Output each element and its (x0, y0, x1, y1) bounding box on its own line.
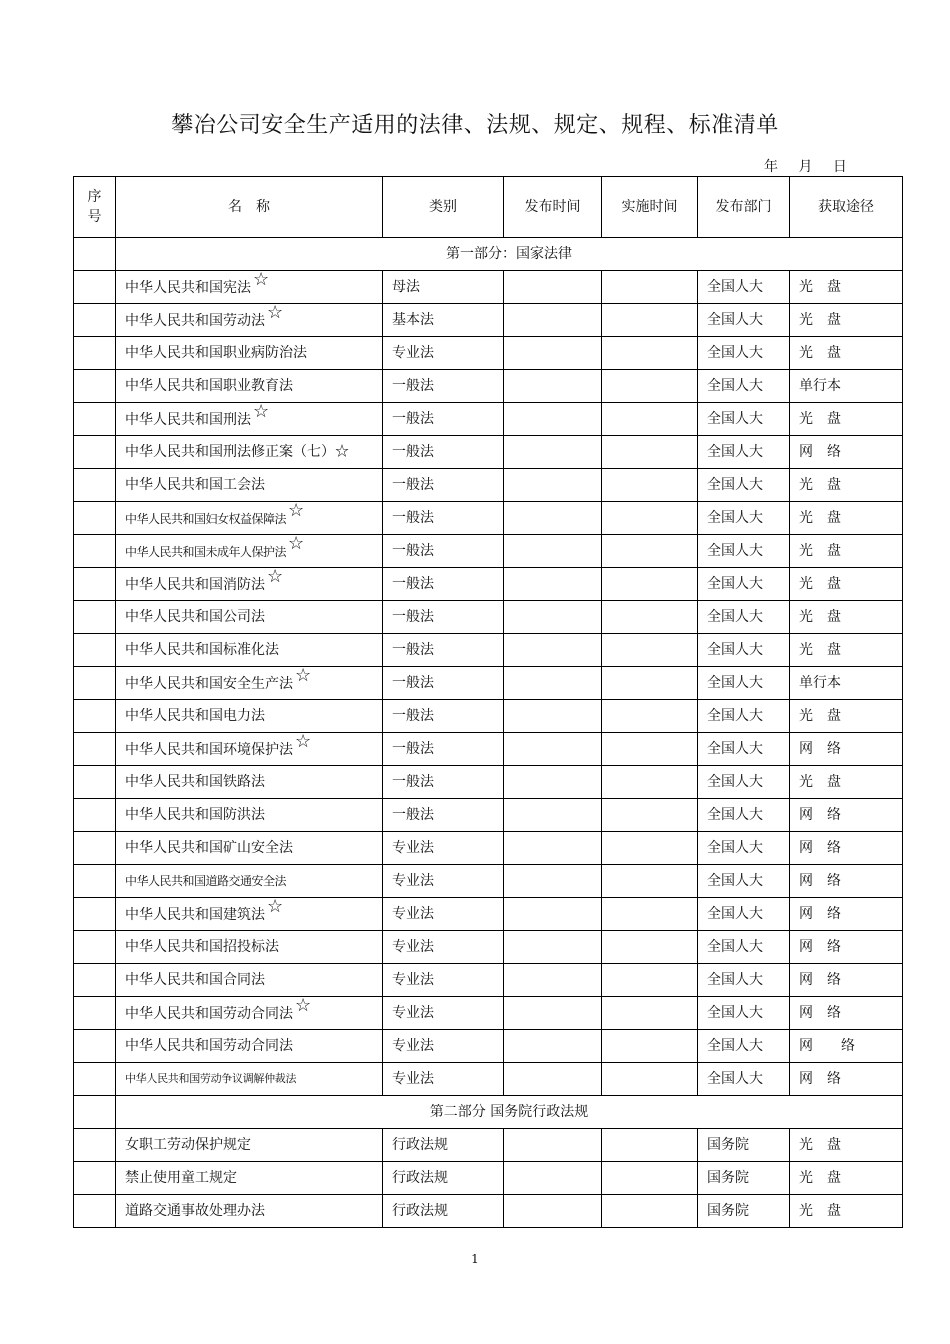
law-name: 中华人民共和国未成年人保护法 (125, 544, 287, 559)
category-cell: 基本法 (383, 304, 504, 337)
publish-date-cell (504, 1195, 602, 1228)
law-name-cell (116, 271, 383, 304)
source-cell: 网 络 (790, 733, 903, 766)
header-publish-date: 发布时间 (504, 177, 602, 238)
law-name-cell (116, 1129, 383, 1162)
law-name: 中华人民共和国妇女权益保障法 (125, 511, 287, 526)
publish-date-cell (504, 799, 602, 832)
star-icon: ☆ (267, 303, 284, 323)
law-name-cell (116, 568, 383, 601)
section-seq-cell (74, 238, 116, 271)
table-row (74, 634, 903, 667)
table-row (74, 1030, 903, 1063)
law-name: 中华人民共和国劳动合同法 (125, 1038, 293, 1054)
publish-date-cell (504, 997, 602, 1030)
law-name-cell (116, 700, 383, 733)
law-name-cell (116, 469, 383, 502)
law-name: 中华人民共和国劳动合同法 (125, 1005, 293, 1022)
table-row (74, 898, 903, 931)
source-cell: 单行本 (790, 370, 903, 403)
category-cell: 一般法 (383, 535, 504, 568)
effective-date-cell (602, 469, 698, 502)
seq-cell (74, 1162, 116, 1195)
source-cell: 光 盘 (790, 1162, 903, 1195)
effective-date-cell (602, 733, 698, 766)
source-cell: 网 络 (790, 1030, 903, 1063)
law-name: 中华人民共和国电力法 (125, 708, 265, 724)
effective-date-cell (602, 535, 698, 568)
category-cell: 专业法 (383, 865, 504, 898)
department-cell: 全国人大 (698, 700, 790, 733)
law-name-cell (116, 337, 383, 370)
seq-cell (74, 997, 116, 1030)
law-name: 中华人民共和国工会法 (125, 477, 265, 493)
star-icon: ☆ (295, 666, 312, 686)
source-cell: 光 盘 (790, 568, 903, 601)
header-department: 发布部门 (698, 177, 790, 238)
law-name-cell (116, 799, 383, 832)
law-name: 中华人民共和国合同法 (125, 972, 265, 988)
source-cell: 光 盘 (790, 634, 903, 667)
seq-cell (74, 370, 116, 403)
department-cell: 全国人大 (698, 469, 790, 502)
source-cell: 光 盘 (790, 1195, 903, 1228)
table-row (74, 997, 903, 1030)
seq-cell (74, 304, 116, 337)
effective-date-cell (602, 799, 698, 832)
section-row (74, 1096, 903, 1129)
source-cell: 网 络 (790, 997, 903, 1030)
publish-date-cell (504, 568, 602, 601)
seq-cell (74, 469, 116, 502)
seq-cell (74, 766, 116, 799)
table-row (74, 370, 903, 403)
table-row (74, 535, 903, 568)
table-row (74, 964, 903, 997)
law-name-cell (116, 403, 383, 436)
publish-date-cell (504, 436, 602, 469)
seq-cell (74, 403, 116, 436)
category-cell: 行政法规 (383, 1129, 504, 1162)
law-name: 中华人民共和国劳动争议调解仲裁法 (125, 1072, 297, 1085)
publish-date-cell (504, 931, 602, 964)
source-cell: 网 络 (790, 436, 903, 469)
seq-cell (74, 271, 116, 304)
publish-date-cell (504, 634, 602, 667)
law-name: 中华人民共和国矿山安全法 (125, 840, 293, 856)
effective-date-cell (602, 964, 698, 997)
header-effective-date: 实施时间 (602, 177, 698, 238)
table-row (74, 865, 903, 898)
department-cell: 全国人大 (698, 601, 790, 634)
department-cell: 全国人大 (698, 898, 790, 931)
effective-date-cell (602, 898, 698, 931)
seq-cell (74, 601, 116, 634)
publish-date-cell (504, 502, 602, 535)
department-cell: 全国人大 (698, 667, 790, 700)
law-name-cell (116, 601, 383, 634)
star-icon: ☆ (267, 567, 284, 587)
department-cell: 全国人大 (698, 403, 790, 436)
table-row (74, 1195, 903, 1228)
law-name: 中华人民共和国铁路法 (125, 774, 265, 790)
seq-cell (74, 799, 116, 832)
table-row (74, 733, 903, 766)
law-name: 中华人民共和国职业病防治法 (125, 345, 307, 361)
category-cell: 专业法 (383, 1063, 504, 1096)
law-name-cell (116, 634, 383, 667)
department-cell: 全国人大 (698, 271, 790, 304)
effective-date-cell (602, 634, 698, 667)
star-icon: ☆ (295, 732, 312, 752)
law-name: 禁止使用童工规定 (125, 1170, 237, 1186)
category-cell: 母法 (383, 271, 504, 304)
department-cell: 全国人大 (698, 634, 790, 667)
seq-cell (74, 634, 116, 667)
law-name: 中华人民共和国刑法修正案（七）☆ (125, 444, 349, 460)
law-name-cell (116, 733, 383, 766)
seq-cell (74, 832, 116, 865)
law-name-cell (116, 535, 383, 568)
source-cell: 光 盘 (790, 535, 903, 568)
seq-cell (74, 931, 116, 964)
source-cell: 网 络 (790, 799, 903, 832)
effective-date-cell (602, 337, 698, 370)
effective-date-cell (602, 271, 698, 304)
law-name-cell (116, 931, 383, 964)
star-icon: ☆ (295, 996, 312, 1016)
effective-date-cell (602, 304, 698, 337)
seq-cell (74, 700, 116, 733)
law-name: 中华人民共和国招投标法 (125, 939, 279, 955)
publish-date-cell (504, 667, 602, 700)
law-name-cell (116, 436, 383, 469)
law-name: 中华人民共和国职业教育法 (125, 378, 293, 394)
star-icon: ☆ (253, 270, 270, 290)
effective-date-cell (602, 832, 698, 865)
table-row (74, 271, 903, 304)
category-cell: 一般法 (383, 436, 504, 469)
publish-date-cell (504, 403, 602, 436)
seq-cell (74, 667, 116, 700)
law-name-cell (116, 502, 383, 535)
table-row (74, 469, 903, 502)
category-cell: 专业法 (383, 337, 504, 370)
department-cell: 全国人大 (698, 370, 790, 403)
effective-date-cell (602, 436, 698, 469)
source-cell: 光 盘 (790, 403, 903, 436)
department-cell: 全国人大 (698, 535, 790, 568)
seq-cell (74, 502, 116, 535)
publish-date-cell (504, 733, 602, 766)
department-cell: 全国人大 (698, 733, 790, 766)
law-name: 中华人民共和国劳动法 (125, 312, 265, 329)
department-cell: 全国人大 (698, 865, 790, 898)
law-name: 中华人民共和国宪法 (125, 279, 251, 296)
effective-date-cell (602, 667, 698, 700)
department-cell: 全国人大 (698, 832, 790, 865)
star-icon: ☆ (253, 402, 270, 422)
department-cell: 全国人大 (698, 964, 790, 997)
effective-date-cell (602, 1063, 698, 1096)
department-cell: 全国人大 (698, 502, 790, 535)
effective-date-cell (602, 1195, 698, 1228)
category-cell: 专业法 (383, 931, 504, 964)
seq-cell (74, 1129, 116, 1162)
category-cell: 一般法 (383, 634, 504, 667)
seq-cell (74, 337, 116, 370)
law-name-cell (116, 1030, 383, 1063)
law-name-cell (116, 766, 383, 799)
category-cell: 专业法 (383, 1030, 504, 1063)
table-row (74, 667, 903, 700)
publish-date-cell (504, 370, 602, 403)
category-cell: 一般法 (383, 469, 504, 502)
department-cell: 全国人大 (698, 997, 790, 1030)
seq-cell (74, 1063, 116, 1096)
effective-date-cell (602, 1162, 698, 1195)
seq-cell (74, 568, 116, 601)
seq-cell (74, 733, 116, 766)
table-row (74, 700, 903, 733)
department-cell: 全国人大 (698, 1063, 790, 1096)
document-title: 攀冶公司安全生产适用的法律、法规、规定、规程、标准清单 (171, 113, 779, 138)
category-cell: 一般法 (383, 733, 504, 766)
publish-date-cell (504, 304, 602, 337)
table-row (74, 304, 903, 337)
section-row (74, 238, 903, 271)
law-name: 女职工劳动保护规定 (125, 1137, 251, 1153)
source-cell: 网 络 (790, 931, 903, 964)
category-cell: 一般法 (383, 766, 504, 799)
category-cell: 一般法 (383, 799, 504, 832)
table-row (74, 403, 903, 436)
effective-date-cell (602, 1129, 698, 1162)
publish-date-cell (504, 337, 602, 370)
department-cell: 全国人大 (698, 304, 790, 337)
publish-date-cell (504, 865, 602, 898)
law-name: 中华人民共和国标准化法 (125, 642, 279, 658)
star-icon: ☆ (267, 897, 284, 917)
header-seq: 序号 (74, 177, 116, 238)
effective-date-cell (602, 370, 698, 403)
source-cell: 光 盘 (790, 601, 903, 634)
source-cell: 光 盘 (790, 700, 903, 733)
effective-date-cell (602, 403, 698, 436)
department-cell: 全国人大 (698, 436, 790, 469)
category-cell: 专业法 (383, 997, 504, 1030)
category-cell: 一般法 (383, 502, 504, 535)
seq-cell (74, 436, 116, 469)
department-cell: 国务院 (698, 1162, 790, 1195)
publish-date-cell (504, 535, 602, 568)
publish-date-cell (504, 271, 602, 304)
table-row (74, 601, 903, 634)
page-number: 1 (471, 1252, 479, 1266)
category-cell: 一般法 (383, 667, 504, 700)
date-line: 年 月 日 (764, 159, 847, 175)
publish-date-cell (504, 700, 602, 733)
category-cell: 专业法 (383, 832, 504, 865)
law-name-cell (116, 667, 383, 700)
publish-date-cell (504, 964, 602, 997)
source-cell: 网 络 (790, 865, 903, 898)
category-cell: 一般法 (383, 370, 504, 403)
source-cell: 网 络 (790, 832, 903, 865)
table-row (74, 766, 903, 799)
department-cell: 全国人大 (698, 568, 790, 601)
department-cell: 全国人大 (698, 931, 790, 964)
seq-cell (74, 865, 116, 898)
table-row (74, 568, 903, 601)
effective-date-cell (602, 766, 698, 799)
table-row (74, 1063, 903, 1096)
law-name-cell (116, 898, 383, 931)
law-name-cell (116, 865, 383, 898)
law-name: 中华人民共和国安全生产法 (125, 675, 293, 692)
seq-cell (74, 535, 116, 568)
table-row (74, 931, 903, 964)
effective-date-cell (602, 568, 698, 601)
category-cell: 一般法 (383, 403, 504, 436)
seq-cell (74, 1195, 116, 1228)
department-cell: 全国人大 (698, 799, 790, 832)
law-name-cell (116, 304, 383, 337)
publish-date-cell (504, 601, 602, 634)
table-row (74, 436, 903, 469)
law-name-cell (116, 1063, 383, 1096)
category-cell: 一般法 (383, 568, 504, 601)
law-name-cell (116, 997, 383, 1030)
section-seq-cell (74, 1096, 116, 1129)
publish-date-cell (504, 766, 602, 799)
table-row (74, 337, 903, 370)
law-name: 中华人民共和国道路交通安全法 (125, 874, 287, 888)
law-name-cell (116, 832, 383, 865)
source-cell: 网 络 (790, 898, 903, 931)
publish-date-cell (504, 898, 602, 931)
publish-date-cell (504, 1129, 602, 1162)
law-name-cell (116, 1195, 383, 1228)
seq-cell (74, 964, 116, 997)
department-cell: 全国人大 (698, 1030, 790, 1063)
category-cell: 专业法 (383, 964, 504, 997)
category-cell: 一般法 (383, 700, 504, 733)
effective-date-cell (602, 601, 698, 634)
effective-date-cell (602, 865, 698, 898)
table-row (74, 799, 903, 832)
category-cell: 行政法规 (383, 1195, 504, 1228)
publish-date-cell (504, 1030, 602, 1063)
source-cell: 光 盘 (790, 1129, 903, 1162)
source-cell: 单行本 (790, 667, 903, 700)
section-heading: 第二部分 国务院行政法规 (116, 1096, 903, 1129)
law-name: 中华人民共和国防洪法 (125, 807, 265, 823)
publish-date-cell (504, 832, 602, 865)
seq-cell (74, 1030, 116, 1063)
law-name: 中华人民共和国环境保护法 (125, 741, 293, 758)
star-icon: ☆ (288, 534, 304, 554)
publish-date-cell (504, 469, 602, 502)
regulations-table (73, 176, 903, 1228)
table-row (74, 502, 903, 535)
department-cell: 全国人大 (698, 337, 790, 370)
source-cell: 光 盘 (790, 271, 903, 304)
seq-cell (74, 898, 116, 931)
effective-date-cell (602, 502, 698, 535)
department-cell: 国务院 (698, 1195, 790, 1228)
source-cell: 光 盘 (790, 304, 903, 337)
law-name-cell (116, 370, 383, 403)
law-name-cell (116, 964, 383, 997)
table-row (74, 1162, 903, 1195)
effective-date-cell (602, 997, 698, 1030)
source-cell: 网 络 (790, 1063, 903, 1096)
publish-date-cell (504, 1162, 602, 1195)
source-cell: 光 盘 (790, 502, 903, 535)
table-row (74, 1129, 903, 1162)
source-cell: 光 盘 (790, 337, 903, 370)
header-row (74, 177, 903, 238)
law-name: 中华人民共和国公司法 (125, 609, 265, 625)
header-category: 类别 (383, 177, 504, 238)
effective-date-cell (602, 1030, 698, 1063)
section-heading: 第一部分：国家法律 (116, 238, 903, 271)
publish-date-cell (504, 1063, 602, 1096)
source-cell: 网 络 (790, 964, 903, 997)
category-cell: 一般法 (383, 601, 504, 634)
law-name: 道路交通事故处理办法 (125, 1203, 265, 1219)
category-cell: 专业法 (383, 898, 504, 931)
law-name: 中华人民共和国刑法 (125, 411, 251, 428)
effective-date-cell (602, 931, 698, 964)
effective-date-cell (602, 700, 698, 733)
department-cell: 全国人大 (698, 766, 790, 799)
law-name: 中华人民共和国建筑法 (125, 906, 265, 923)
source-cell: 光 盘 (790, 766, 903, 799)
law-name-cell (116, 1162, 383, 1195)
category-cell: 行政法规 (383, 1162, 504, 1195)
header-name: 名 称 (116, 177, 383, 238)
star-icon: ☆ (288, 501, 304, 521)
department-cell: 国务院 (698, 1129, 790, 1162)
source-cell: 光 盘 (790, 469, 903, 502)
table-row (74, 832, 903, 865)
law-name: 中华人民共和国消防法 (125, 576, 265, 593)
header-source: 获取途径 (790, 177, 903, 238)
